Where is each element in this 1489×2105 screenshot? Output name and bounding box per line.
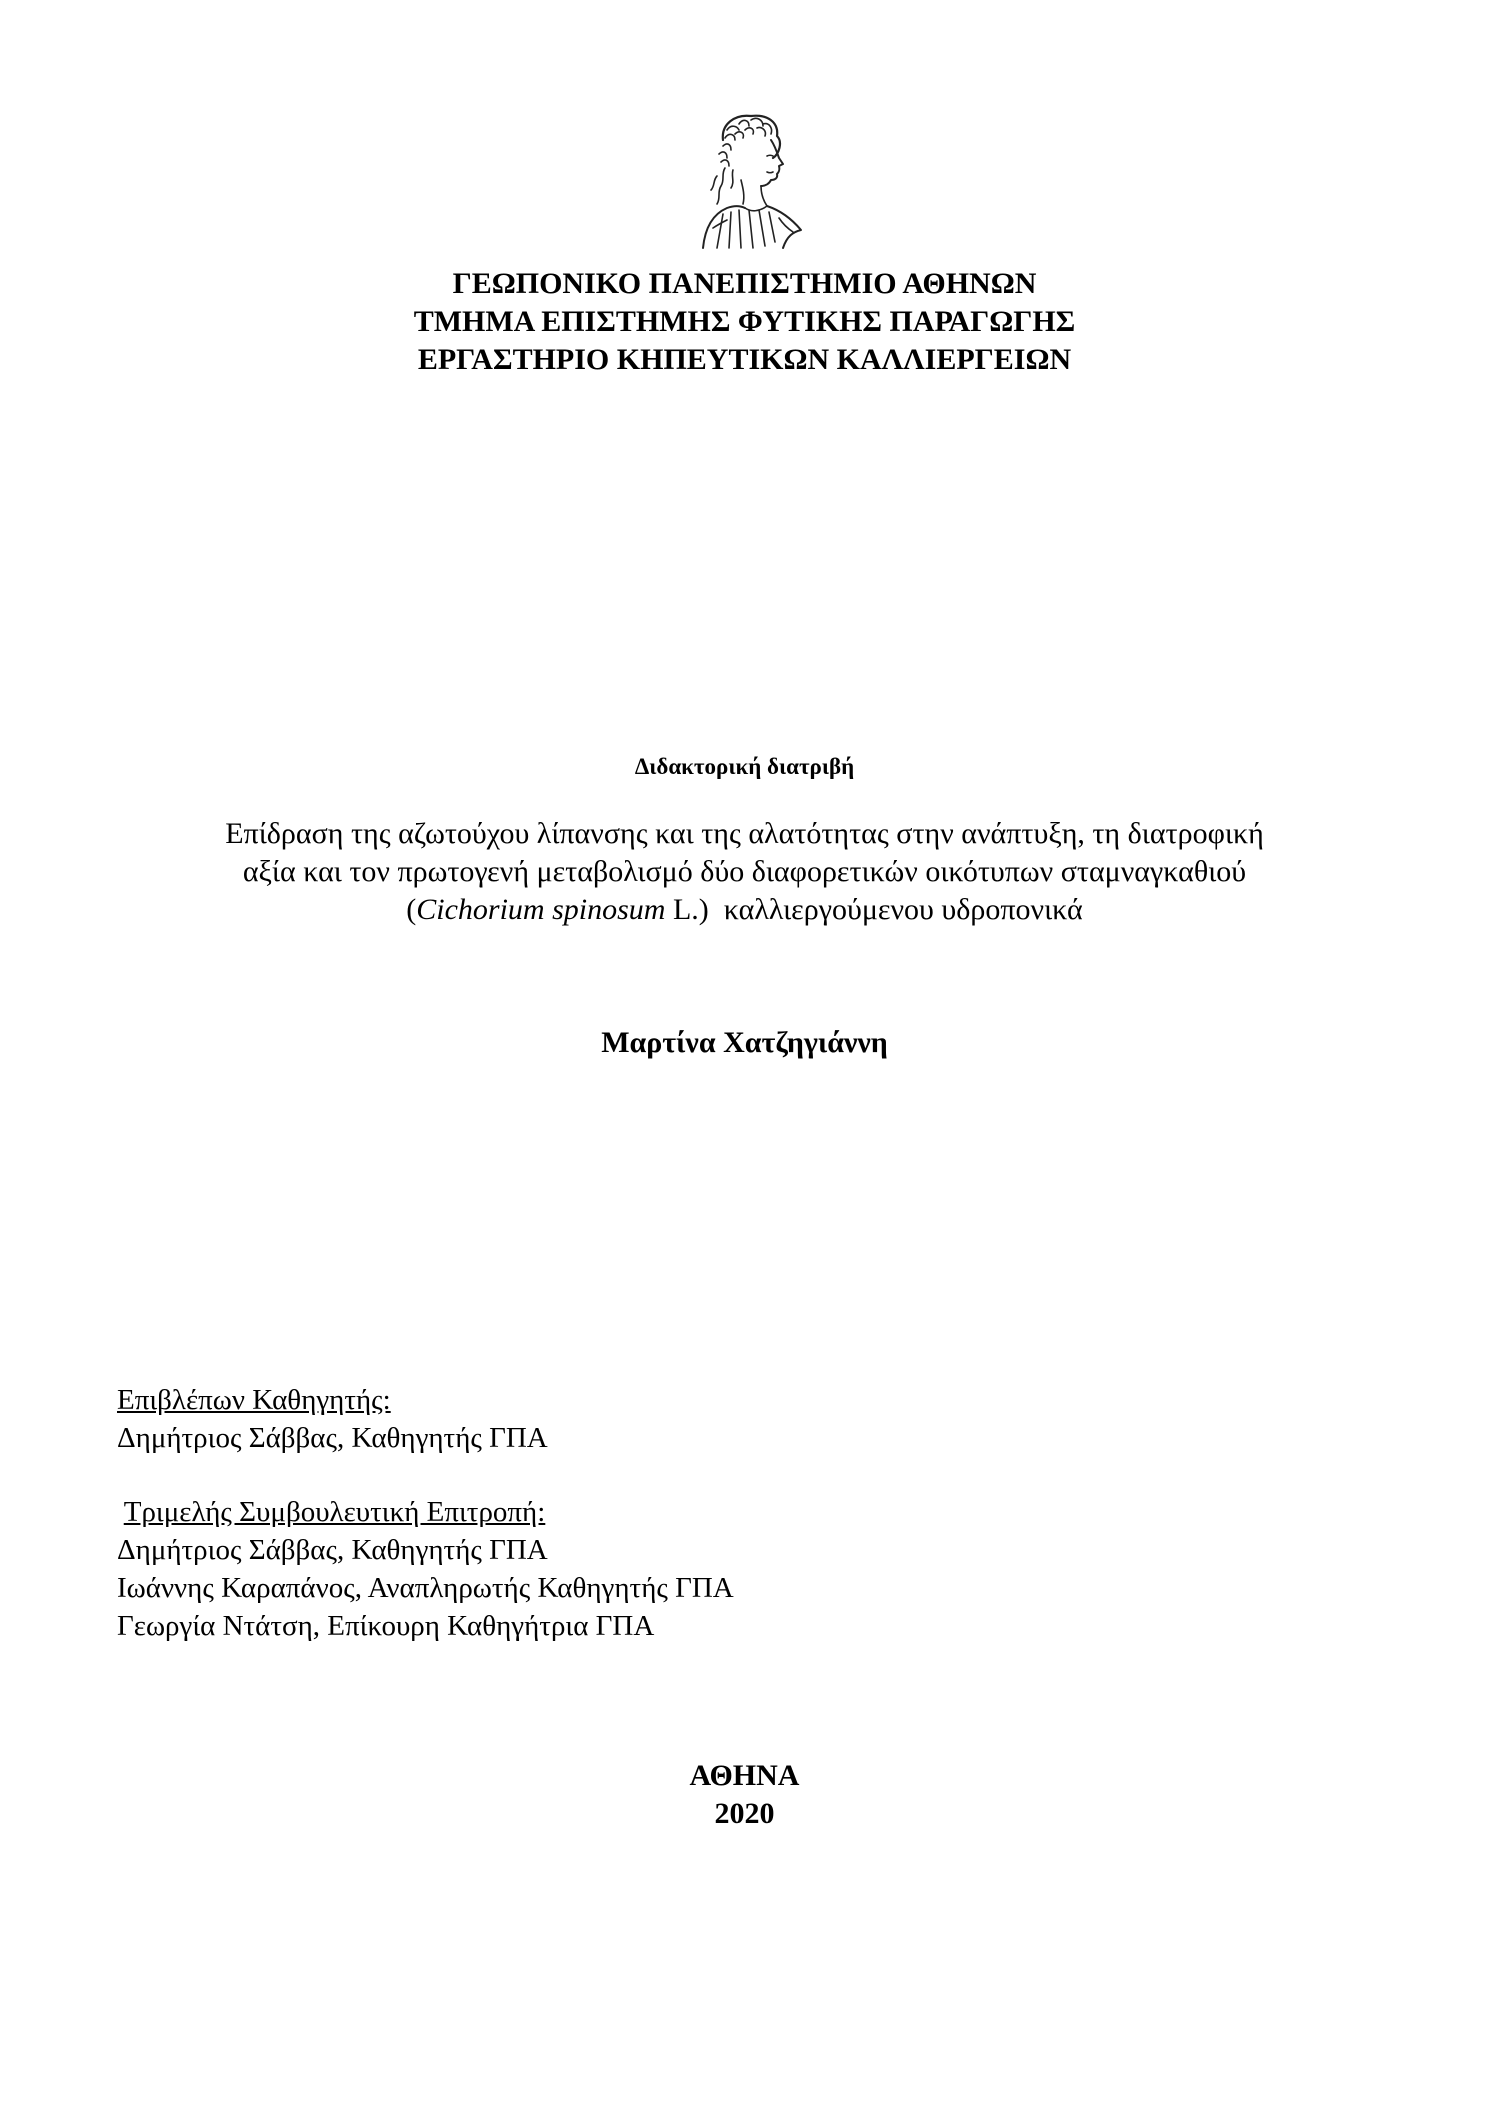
thesis-title-line [100, 891, 1389, 929]
species-epithet: spinosum [552, 893, 666, 926]
supervisor-heading: Επιβλέπων Καθηγητής: [117, 1384, 391, 1416]
title-rest: L.) καλλιεργούμενου υδροπονικά [665, 893, 1083, 926]
university-name: ΓΕΩΠΟΝΙΚΟ ΠΑΝΕΠΙΣΤΗΜΙΟ ΑΘΗΝΩΝ [452, 267, 1037, 300]
committee-heading: Τριμελής Συμβουλευτική Επιτροπή: [123, 1496, 546, 1528]
thesis-title [100, 815, 1389, 929]
committee-member: Γεωργία Ντάτση, Επίκουρη Καθηγήτρια ΓΠΑ [117, 1610, 655, 1642]
committee-member: Ιωάννης Καραπάνος, Αναπληρωτής Καθηγητής ΓΠΑ [117, 1572, 734, 1604]
author-name: Μαρτίνα Χατζηγιάννη [601, 1026, 888, 1059]
committee-member: Δημήτριος Σάββας, Καθηγητής ΓΠΑ [117, 1534, 548, 1566]
university-logo-icon [683, 110, 809, 250]
title-space [545, 893, 553, 926]
committee-heading-wrap [117, 1493, 1017, 1531]
supervisor-name: Δημήτριος Σάββας, Καθηγητής ΓΠΑ [117, 1422, 548, 1454]
city: ΑΘΗΝΑ [689, 1759, 800, 1792]
footer [0, 1757, 1489, 1833]
thesis-type-label: Διδακτορική διατριβή [634, 754, 855, 779]
species-genus: Cichorium [416, 893, 545, 926]
year: 2020 [714, 1797, 775, 1830]
committee-section [117, 1381, 1017, 1645]
laboratory-name: ΕΡΓΑΣΤΗΡΙΟ ΚΗΠΕΥΤΙΚΩΝ ΚΑΛΛΙΕΡΓΕΙΩΝ [417, 343, 1072, 376]
thesis-title-line: αξία και τον πρωτογενή μεταβολισμό δύο διαφορετικών οικότυπων σταμναγκαθιού [242, 855, 1247, 888]
department-name: ΤΜΗΜΑ ΕΠΙΣΤΗΜΗΣ ΦΥΤΙΚΗΣ ΠΑΡΑΓΩΓΗΣ [413, 305, 1076, 338]
university-header [0, 265, 1489, 379]
thesis-title-line: Επίδραση της αζωτούχου λίπανσης και της αλατότητας στην ανάπτυξη, τη διατροφική [225, 817, 1264, 850]
title-paren: ( [406, 893, 417, 926]
